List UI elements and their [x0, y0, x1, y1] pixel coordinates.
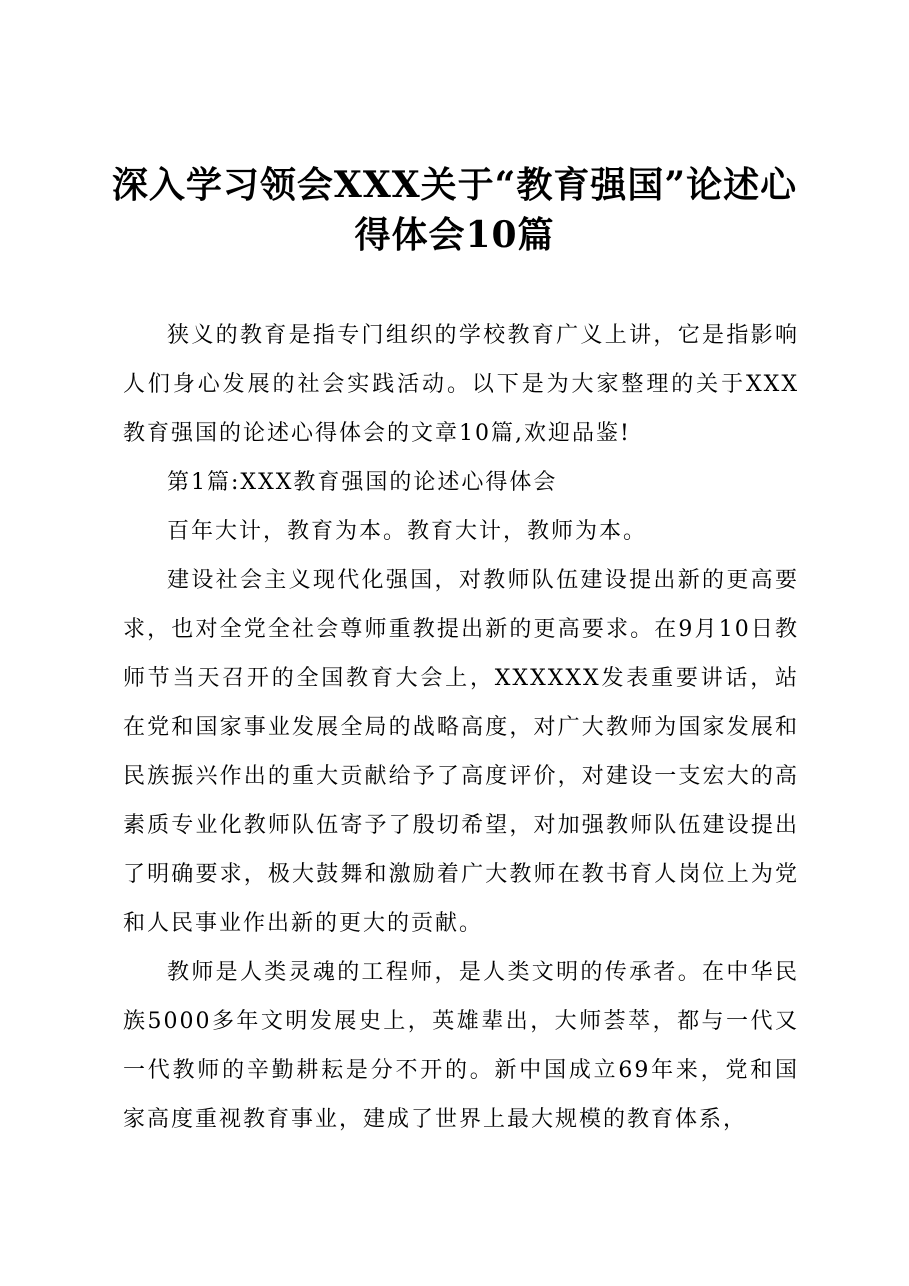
paragraph-motto: 百年大计，教育为本。教育大计，教师为本。	[167, 519, 648, 544]
document-body	[123, 311, 799, 1144]
paragraph-intro: 狭义的教育是指专门组织的学校教育广义上讲，它是指影响人们身心发展的社会实践活动。以下是为大家整理的关于XXX教育强国的论述心得体会的文章10篇,欢迎品鉴!	[123, 323, 799, 446]
document-title: 深入学习领会XXX关于“教育强国”论述心得体会10篇	[111, 164, 798, 256]
paragraph-body-1: 建设社会主义现代化强国，对教师队伍建设提出新的更高要求，也对全党全社会尊师重教提出新的更高要求。在9月10日教师节当天召开的全国教育大会上，XXXXXX发表重要讲话，站在党和国家事业发展全局的战略高度，对广大教师为国家发展和民族振兴作出的重大贡献给予了高度评价，对建设一支宏大的高素质专业化教师队伍寄予了殷切希望，对加强教师队伍建设提出了明确要求，极大鼓舞和激励着广大教师在教书育人岗位上为党和人民事业作出新的更大的贡献。	[123, 568, 799, 936]
paragraph-section-heading: 第1篇:XXX教育强国的论述心得体会	[167, 470, 558, 495]
paragraph-body-2: 教师是人类灵魂的工程师，是人类文明的传承者。在中华民族5000多年文明发展史上，英雄辈出，大师荟萃，都与一代又一代教师的辛勤耕耘是分不开的。新中国成立69年来，党和国家高度重视教育事业，建成了世界上最大规模的教育体系，	[123, 960, 799, 1132]
